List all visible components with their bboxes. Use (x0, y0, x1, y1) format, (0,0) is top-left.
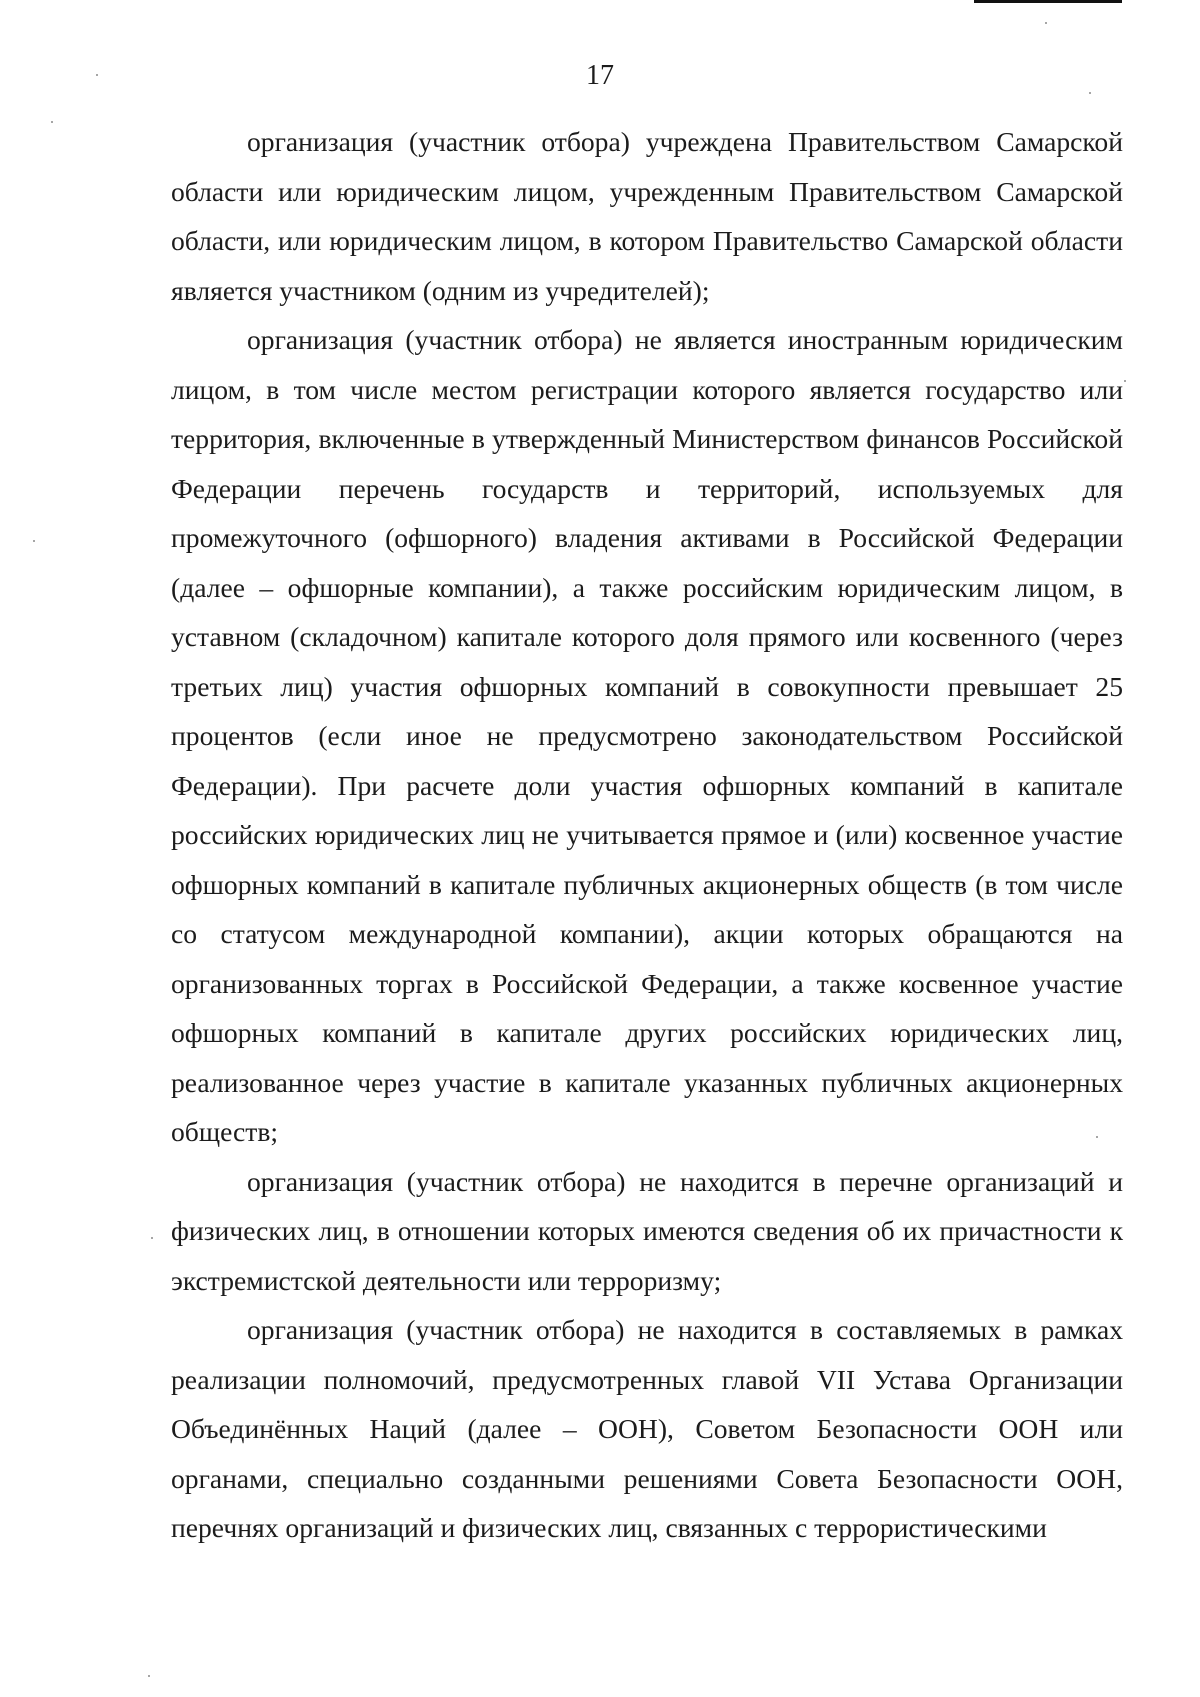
scan-speck (148, 1675, 150, 1677)
scan-speck (51, 121, 53, 123)
scan-speck (96, 74, 98, 76)
scan-speck (151, 1237, 153, 1239)
paragraph-un-sanctions-condition: организация (участник отбора) не находится в составляемых в рамках реализации полномочий, предусмотренных главой VII Устава Организации Объединённых Наций (далее – ООН), Советом Безопасности ООН или органами, специально созданными решениями Совета Безопасности ООН, перечнях организаций и физических лиц, связанных с террористическими (171, 1314, 1123, 1543)
paragraph-offshore-condition: организация (участник отбора) не является иностранным юридическим лицом, в том числе местом регистрации которого является государство или территория, включенные в утвержденный Министерством финансов Российской Федерации перечень государств и территорий, используемых для промежуточного (офшорного) владения активами в Российской Федерации (далее – офшорные компании), а также российским юридическим лицом, в уставном (складочном) капитале которого доля прямого или косвенного (через третьих лиц) участия офшорных компаний в совокупности превышает 25 процентов (если иное не предусмотрено законодательством Российской Федерации). При расчете доли участия офшорных компаний в капитале российских юридических лиц не учитывается прямое и (или) косвенное участие офшорных компаний в капитале публичных акционерных обществ (в том числе со статусом международной компании), акции которых обращаются на организованных торгах в Российской Федерации, а также косвенное участие офшорных компаний в капитале других российских юридических лиц, реализованное через участие в капитале указанных публичных акционерных обществ; (171, 324, 1123, 1147)
scan-speck (33, 540, 35, 542)
scan-speck (1089, 92, 1091, 94)
page-number: 17 (586, 60, 614, 91)
scan-speck (1045, 22, 1047, 24)
scan-speck (1124, 380, 1126, 382)
paragraph-founder-condition: организация (участник отбора) учреждена Правительством Самарской области или юридическим лицом, учрежденным Правительством Самарской области, или юридическим лицом, в котором Правительство Самарской области является участником (одним из учредителей); (171, 126, 1123, 306)
top-edge-rule (974, 0, 1122, 3)
scan-speck (1096, 1136, 1098, 1138)
body-text (171, 117, 1123, 1553)
paragraph-extremism-list-condition: организация (участник отбора) не находится в перечне организаций и физических лиц, в отношении которых имеются сведения об их причастности к экстремистской деятельности или терроризму; (171, 1165, 1123, 1296)
